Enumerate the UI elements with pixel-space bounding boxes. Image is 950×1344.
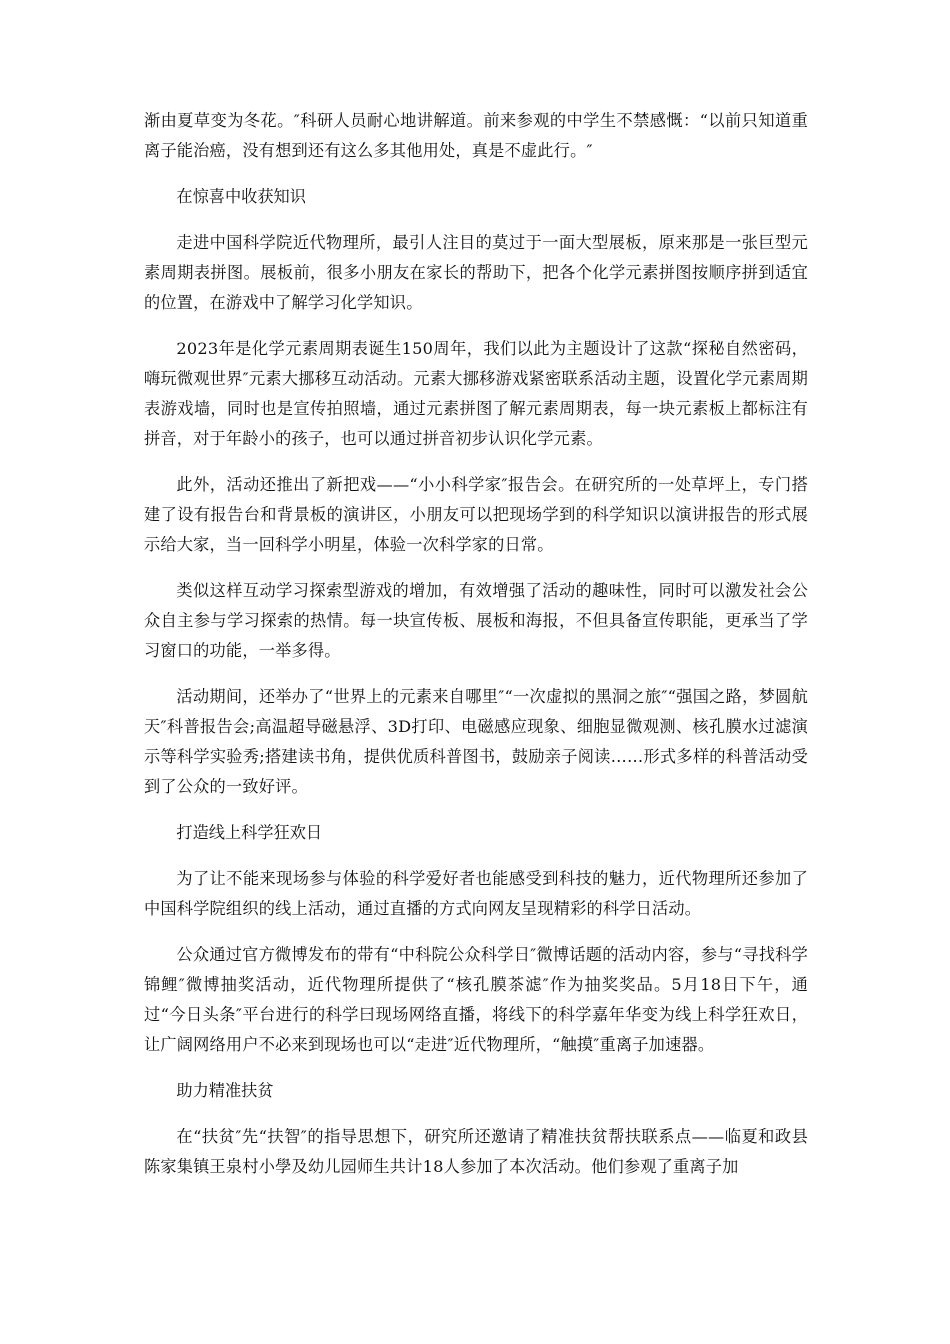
paragraph-little-scientist: 此外，活动还推出了新把戏——“小小科学家″报告会。在研究所的一处草坪上，专门搭建了设有报告台和背景板的演讲区，小朋友可以把现场学到的科学知识以演讲报告的形式展示给大家，当一回科学小明星，体验一次科学家的日常。 bbox=[144, 475, 808, 554]
document-page bbox=[144, 106, 808, 1198]
paragraph-continuation: 渐由夏草变为冬花。″科研人员耐心地讲解道。前来参观的中学生不禁感慨：“以前只知道重离子能治癌，没有想到还有这么多其他用处，真是不虚此行。″ bbox=[144, 111, 808, 160]
paragraph-periodic-table-puzzle: 走进中国科学院近代物理所，最引人注目的莫过于一面大型展板，原来那是一张巨型元素周期表拼图。展板前，很多小朋友在家长的帮助下，把各个化学元素拼图按顺序拼到适宜的位置，在游戏中了解学习化学知识。 bbox=[144, 233, 808, 312]
paragraph-online-activity: 为了让不能来现场参与体验的科学爱好者也能感受到科技的魅力，近代物理所还参加了中国科学院组织的线上活动，通过直播的方式向网友呈现精彩的科学日活动。 bbox=[144, 869, 808, 918]
paragraph-activities: 活动期间，还举办了“世界上的元素来自哪里″“一次虚拟的黑洞之旅″“强国之路，梦圆航天″科普报告会;高温超导磁悬浮、3D打印、电磁感应现象、细胞显微观测、核孔膜水过滤演示等科学实验秀;搭建读书角，提供优质科普图书，鼓励亲子阅读……形式多样的科普活动受到了公众的一致好评。 bbox=[144, 687, 808, 796]
section-heading-knowledge: 在惊喜中收获知识 bbox=[176, 187, 306, 206]
section-heading-poverty-alleviation: 助力精准扶贫 bbox=[176, 1081, 274, 1100]
section-heading-online-carnival: 打造线上科学狂欢日 bbox=[176, 823, 323, 842]
paragraph-weibo-live: 公众通过官方微博发布的带有“中科院公众科学日″微博话题的活动内容，参与“寻找科学锦鲤″微博抽奖活动，近代物理所提供了“核孔膜茶滤″作为抽奖奖品。5月18日下午，通过“今日头条″平台进行的科学曰现场网络直播，将线下的科学嘉年华变为线上科学狂欢日，让广阔网络用户不必来到现场也可以“走进″近代物理所，“触摸″重离子加速器。 bbox=[144, 945, 808, 1054]
paragraph-interactive-learning: 类似这样互动学习探索型游戏的增加，有效增强了活动的趣味性，同时可以激发社会公众自主参与学习探索的热情。每一块宣传板、展板和海报，不但具备宣传职能，更承当了学习窗口的功能，一举多得。 bbox=[144, 581, 808, 660]
paragraph-poverty-alleviation: 在“扶贫″先“扶智″的指导思想下，研究所还邀请了精准扶贫帮扶联系点——临夏和政县陈家集镇王泉村小學及幼儿园师生共计18人参加了本次活动。他们参观了重离子加 bbox=[144, 1127, 808, 1176]
paragraph-element-game: 2023年是化学元素周期表诞生150周年，我们以此为主题设计了这款“探秘自然密码，嗨玩微观世界″元素大挪移互动活动。元素大挪移游戏紧密联系活动主题，设置化学元素周期表游戏墙，同时也是宣传拍照墙，通过元素拼图了解元素周期表，每一块元素板上都标注有拼音，对于年龄小的孩子，也可以通过拼音初步认识化学元素。 bbox=[144, 339, 808, 448]
